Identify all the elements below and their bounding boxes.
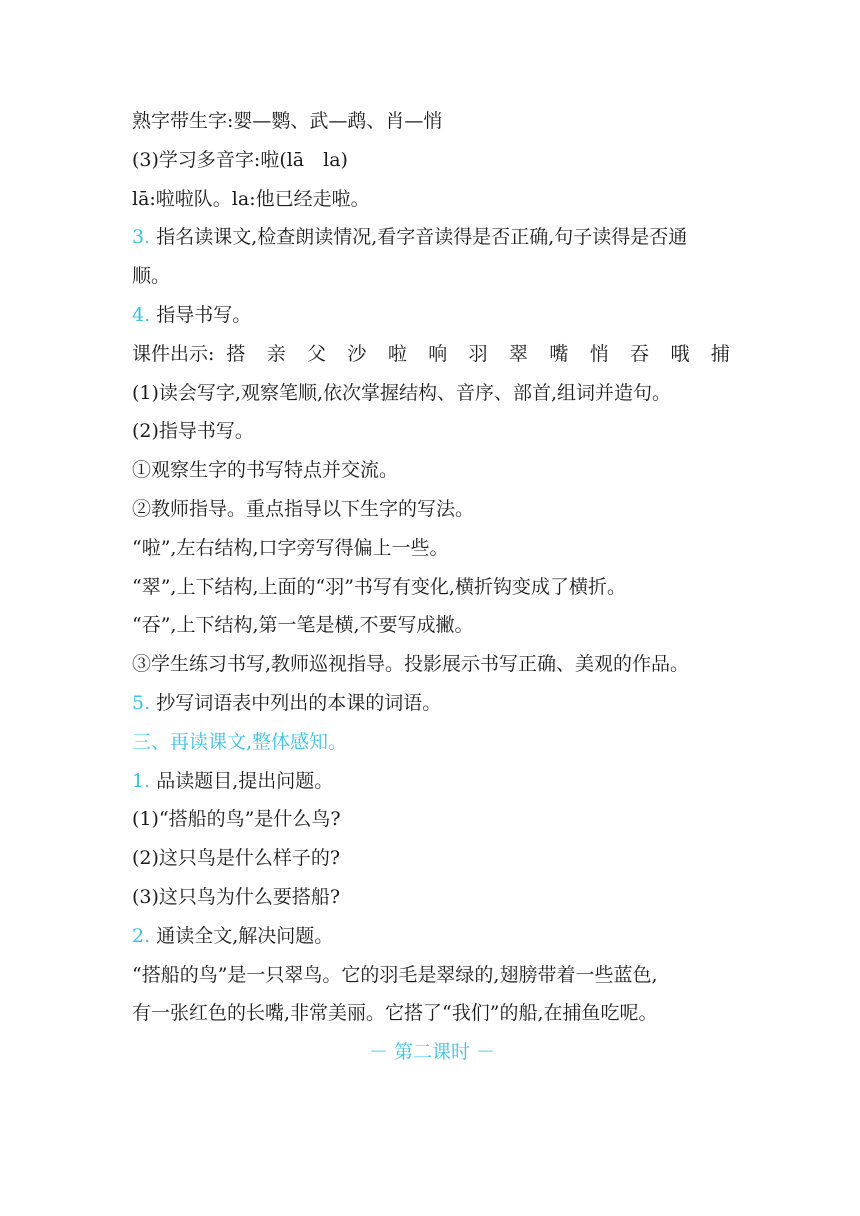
numbered-item bbox=[132, 684, 732, 723]
character: 羽 bbox=[468, 342, 488, 365]
character: 悄 bbox=[589, 342, 609, 365]
item-text: 品读题目,提出问题。 bbox=[156, 769, 334, 792]
text-line: ③学生练习书写,教师巡视指导。投影展示书写正确、美观的作品。 bbox=[132, 653, 690, 676]
character: 父 bbox=[307, 342, 327, 365]
character: 翠 bbox=[509, 342, 529, 365]
character: 搭 bbox=[226, 342, 246, 365]
character-list bbox=[214, 335, 730, 374]
item-text: 通读全文,解决问题。 bbox=[156, 924, 334, 947]
item-text: 抄写词语表中列出的本课的词语。 bbox=[156, 691, 442, 714]
character: 亲 bbox=[266, 342, 286, 365]
numbered-item bbox=[132, 296, 732, 335]
text-line: ②教师指导。重点指导以下生字的写法。 bbox=[132, 497, 475, 520]
character: 捕 bbox=[710, 342, 730, 365]
character: 哦 bbox=[670, 342, 690, 365]
numbered-item bbox=[132, 917, 732, 956]
item-number: 4. bbox=[132, 303, 151, 326]
character-list-prefix: 课件出示: bbox=[132, 342, 215, 365]
text-line: 有一张红色的长嘴,非常美丽。它搭了“我们”的船,在捕鱼吃呢。 bbox=[132, 1002, 658, 1025]
character: 沙 bbox=[347, 342, 367, 365]
character: 响 bbox=[428, 342, 448, 365]
text-line: “吞”,上下结构,第一笔是横,不要写成撇。 bbox=[132, 614, 474, 637]
character: 吞 bbox=[630, 342, 650, 365]
text-line: 顺。 bbox=[132, 265, 171, 288]
text-line: (3)这只鸟为什么要搭船? bbox=[132, 885, 341, 908]
numbered-item bbox=[132, 762, 732, 801]
section-heading: 三、再读课文,整体感知。 bbox=[132, 730, 348, 753]
item-number: 3. bbox=[132, 226, 151, 249]
text-line: “翠”,上下结构,上面的“羽”书写有变化,横折钩变成了横折。 bbox=[132, 575, 626, 598]
document-page bbox=[132, 102, 732, 1072]
text-line: “啦”,左右结构,口字旁写得偏上一些。 bbox=[132, 536, 449, 559]
text-line: (2)这只鸟是什么样子的? bbox=[132, 847, 341, 870]
text-line: (3)学习多音字:啦(lā la) bbox=[132, 148, 348, 171]
numbered-item bbox=[132, 218, 732, 257]
text-line: (1)“搭船的鸟”是什么鸟? bbox=[132, 808, 341, 831]
text-line: (2)指导书写。 bbox=[132, 420, 254, 443]
text-line: “搭船的鸟”是一只翠鸟。它的羽毛是翠绿的,翅膀带着一些蓝色, bbox=[132, 963, 658, 986]
character: 嘴 bbox=[549, 342, 569, 365]
text-line: 熟字带生字:婴—鹦、武—鹉、肖—悄 bbox=[132, 110, 443, 132]
character-list-line bbox=[132, 335, 730, 374]
item-text: 指导书写。 bbox=[156, 303, 252, 326]
text-line: (1)读会写字,观察笔顺,依次掌握结构、音序、部首,组词并造句。 bbox=[132, 381, 672, 404]
item-number: 2. bbox=[132, 924, 151, 947]
item-number: 1. bbox=[132, 769, 151, 792]
text-line: lā:啦啦队。la:他已经走啦。 bbox=[132, 187, 370, 210]
lesson-title: － 第二课时 － bbox=[368, 1041, 496, 1064]
item-number: 5. bbox=[132, 691, 151, 714]
item-text: 指名读课文,检查朗读情况,看字音读得是否正确,句子读得是否通 bbox=[156, 226, 688, 249]
text-line: ①观察生字的书写特点并交流。 bbox=[132, 459, 399, 482]
character: 啦 bbox=[387, 342, 407, 365]
